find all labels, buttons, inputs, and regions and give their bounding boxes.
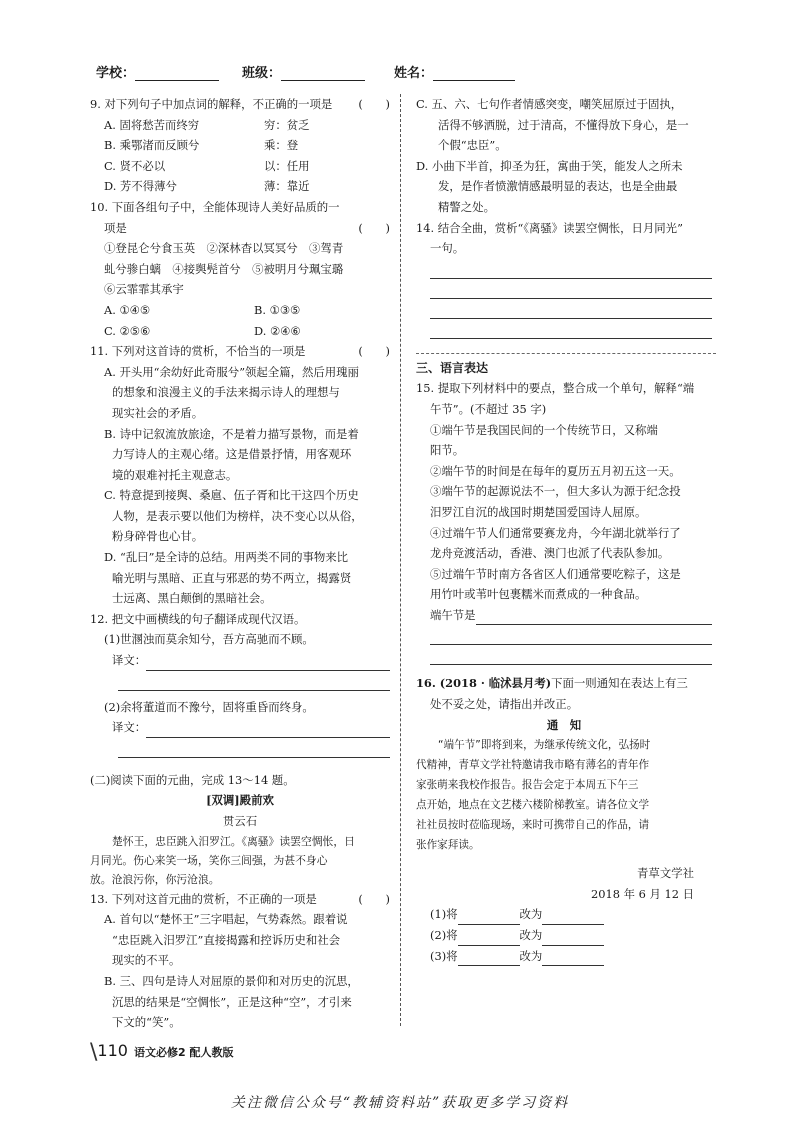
- question-11: 11. 下列对这首诗的赏析，不恰当的一项是 ( ) A. 开头用“余幼好此奇服兮”领起全篇，然后用瑰丽 的想象和浪漫主义的手法来揭示诗人的理想与 现实社会的矛盾。 B. 诗中记叙流放旅途，不是着力描写景物，而是着 力写诗人的主观心绪。这是借景抒情，用客观环 境的艰难衬托主观意志。 C. 特意提到接舆、桑扈、伍子胥和比干这四个历史 人物，是表示要以他们为榜样，决不变心以从俗， 粉身碎骨也心甘。 D. “乱曰”是全诗的总结。用两类不同的事物来比 喻光明与黑暗、正直与邪恶的势不两立，揭露贤 士远离、黑白颠倒的黑暗社会。: [90, 344, 390, 606]
- page-footer: \110 语文必修2 配人教版: [90, 1040, 234, 1065]
- column-divider: [400, 94, 401, 1026]
- school-field[interactable]: 学校：: [96, 62, 219, 81]
- notice-title: 通 知: [546, 717, 582, 732]
- student-info-header: [96, 62, 716, 86]
- class-field[interactable]: 班级：: [242, 62, 365, 81]
- right-column: [416, 94, 712, 966]
- question-9: 9. 对下列句子中加点词的解释，不正确的一项是 ( ) A. 固将愁苦而终穷 穷：贫乏 B. 乘鄂渚而反顾兮 乘：登 C. 贤不必以 以：任用 D. 芳不得薄兮 薄：靠近: [90, 94, 390, 197]
- question-12: 12. 把文中画横线的句子翻译成现代汉语。 (1)世溷浊而莫余知兮，吾方高驰而不顾。 译文： (2)余将董道而不豫兮，固将重昏而终身。 译文：: [90, 609, 390, 758]
- correction-row[interactable]: (2)将 改为: [416, 925, 712, 946]
- section-title: 三、语言表达: [416, 360, 489, 375]
- question-14: 14. 结合全曲，赏析“《离骚》读罢空惆怅，日月同光” 一句。: [416, 218, 712, 339]
- answer-lines-14[interactable]: [416, 259, 712, 339]
- name-field[interactable]: 姓名：: [394, 62, 515, 81]
- question-16: 16. (2018 · 临沭县月考)下面一则通知在表达上有三 处不妥之处，请指出并改正。 通 知 “端午节”即将到来，为继承传统文化，弘扬时 代精神，青草文学社特邀请我市略有薄名的青年作 家张萌来我校作报告。报告会定于本周五下午三 点开始，地点在文艺楼六楼阶梯教室。请各位文学 社社员按时莅临现场，来时可携带自己的作品，请 张作家拜读。 青草文学社 2018 年 6 月 12 日 (1)将 改为 (2)将 改为 (3)将 改为: [416, 673, 712, 966]
- correction-row[interactable]: (1)将 改为: [416, 904, 712, 925]
- correction-rows: [416, 904, 712, 966]
- promo-note: 关注微信公众号“教辅资料站”获取更多学习资料: [230, 1095, 570, 1111]
- question-10: 10. 下面各组句子中，全能体现诗人美好品质的一 项是 ( ) ①登昆仑兮食玉英 ②深林杳以冥冥兮 ③驾青 虬兮骖白螭 ④接舆髡首兮 ⑤被明月兮珮宝璐 ⑥云霏霏其承宇 A. ①④⑤ B. ①③⑤ C. ②⑤⑥ D. ②④⑥: [90, 199, 390, 338]
- answer-15[interactable]: 端午节是: [416, 605, 712, 626]
- left-column: [90, 94, 390, 1033]
- translation-1[interactable]: 译文：: [90, 650, 390, 671]
- correction-row[interactable]: (3)将 改为: [416, 946, 712, 967]
- book-title: 语文必修2 配人教版: [133, 1046, 234, 1059]
- notice-body: “端午节”即将到来，为继承传统文化，弘扬时 代精神，青草文学社特邀请我市略有薄名的青年作 家张萌来我校作报告。报告会定于本周五下午三 点开始，地点在文艺楼六楼阶梯教室。请各位文学 社社员按时莅临现场，来时可携带自己的作品，请 张作家拜读。: [416, 739, 651, 852]
- translation-2[interactable]: 译文：: [90, 717, 390, 738]
- question-15: 15. 提取下列材料中的要点，整合成一个单句，解释“端 午节”。(不超过 35 字) ①端午节是我国民间的一个传统节日，又称端 阳节。 ②端午节的时间是在每年的夏历五月初五这一天。 ③端午节的起源说法不一，但大多认为源于纪念投 汨罗江自沉的战国时期楚国爱国诗人屈原。 ④过端午节人们通常要赛龙舟，今年湖北就举行了 龙舟竞渡活动，香港、澳门也派了代表队参加。 ⑤过端午节时南方各省区人们通常要吃粽子，这是 用竹叶或苇叶包裹糯米而煮成的一种食品。 端午节是: [416, 378, 712, 665]
- page-number: 110: [97, 1041, 128, 1060]
- q9-options: A. 固将愁苦而终穷 穷：贫乏 B. 乘鄂渚而反顾兮 乘：登 C. 贤不必以 以：任用 D. 芳不得薄兮 薄：靠近: [104, 117, 310, 194]
- reading-section-2: (二)阅读下面的元曲，完成 13～14 题。 [双调]殿前欢 贯云石 楚怀王，忠臣跳入汨罗江。《离骚》读罢空惆怅，日 月同光。伤心来笑一场，笑你三闾强，为甚不身心 放。沧浪污你，你污沧浪。: [90, 772, 355, 886]
- question-13: 13. 下列对这首元曲的赏析，不正确的一项是 ( ) A. 首句以“楚怀王”三字唱起，气势森然。跟着说 “忠臣跳入汨罗江”直接揭露和控诉历史和社会 现实的不平。 B. 三、四句是诗人对屈原的景仰和对历史的沉思， 沉思的结果是“空惆怅”，正是这种“空”，才引来 下文的“笑”。: [90, 891, 390, 1030]
- question-13-continued: C. 五、六、七句作者情感突变，嘲笑屈原过于固执， 活得不够洒脱，过于清高，不懂得放下身心，是一 个假“忠臣”。 D. 小曲下半首，抑圣为狂，寓曲于笑，能发人之所未 发，是作者愤激情感最明显的表达，也是全曲最 精警之处。: [416, 97, 689, 214]
